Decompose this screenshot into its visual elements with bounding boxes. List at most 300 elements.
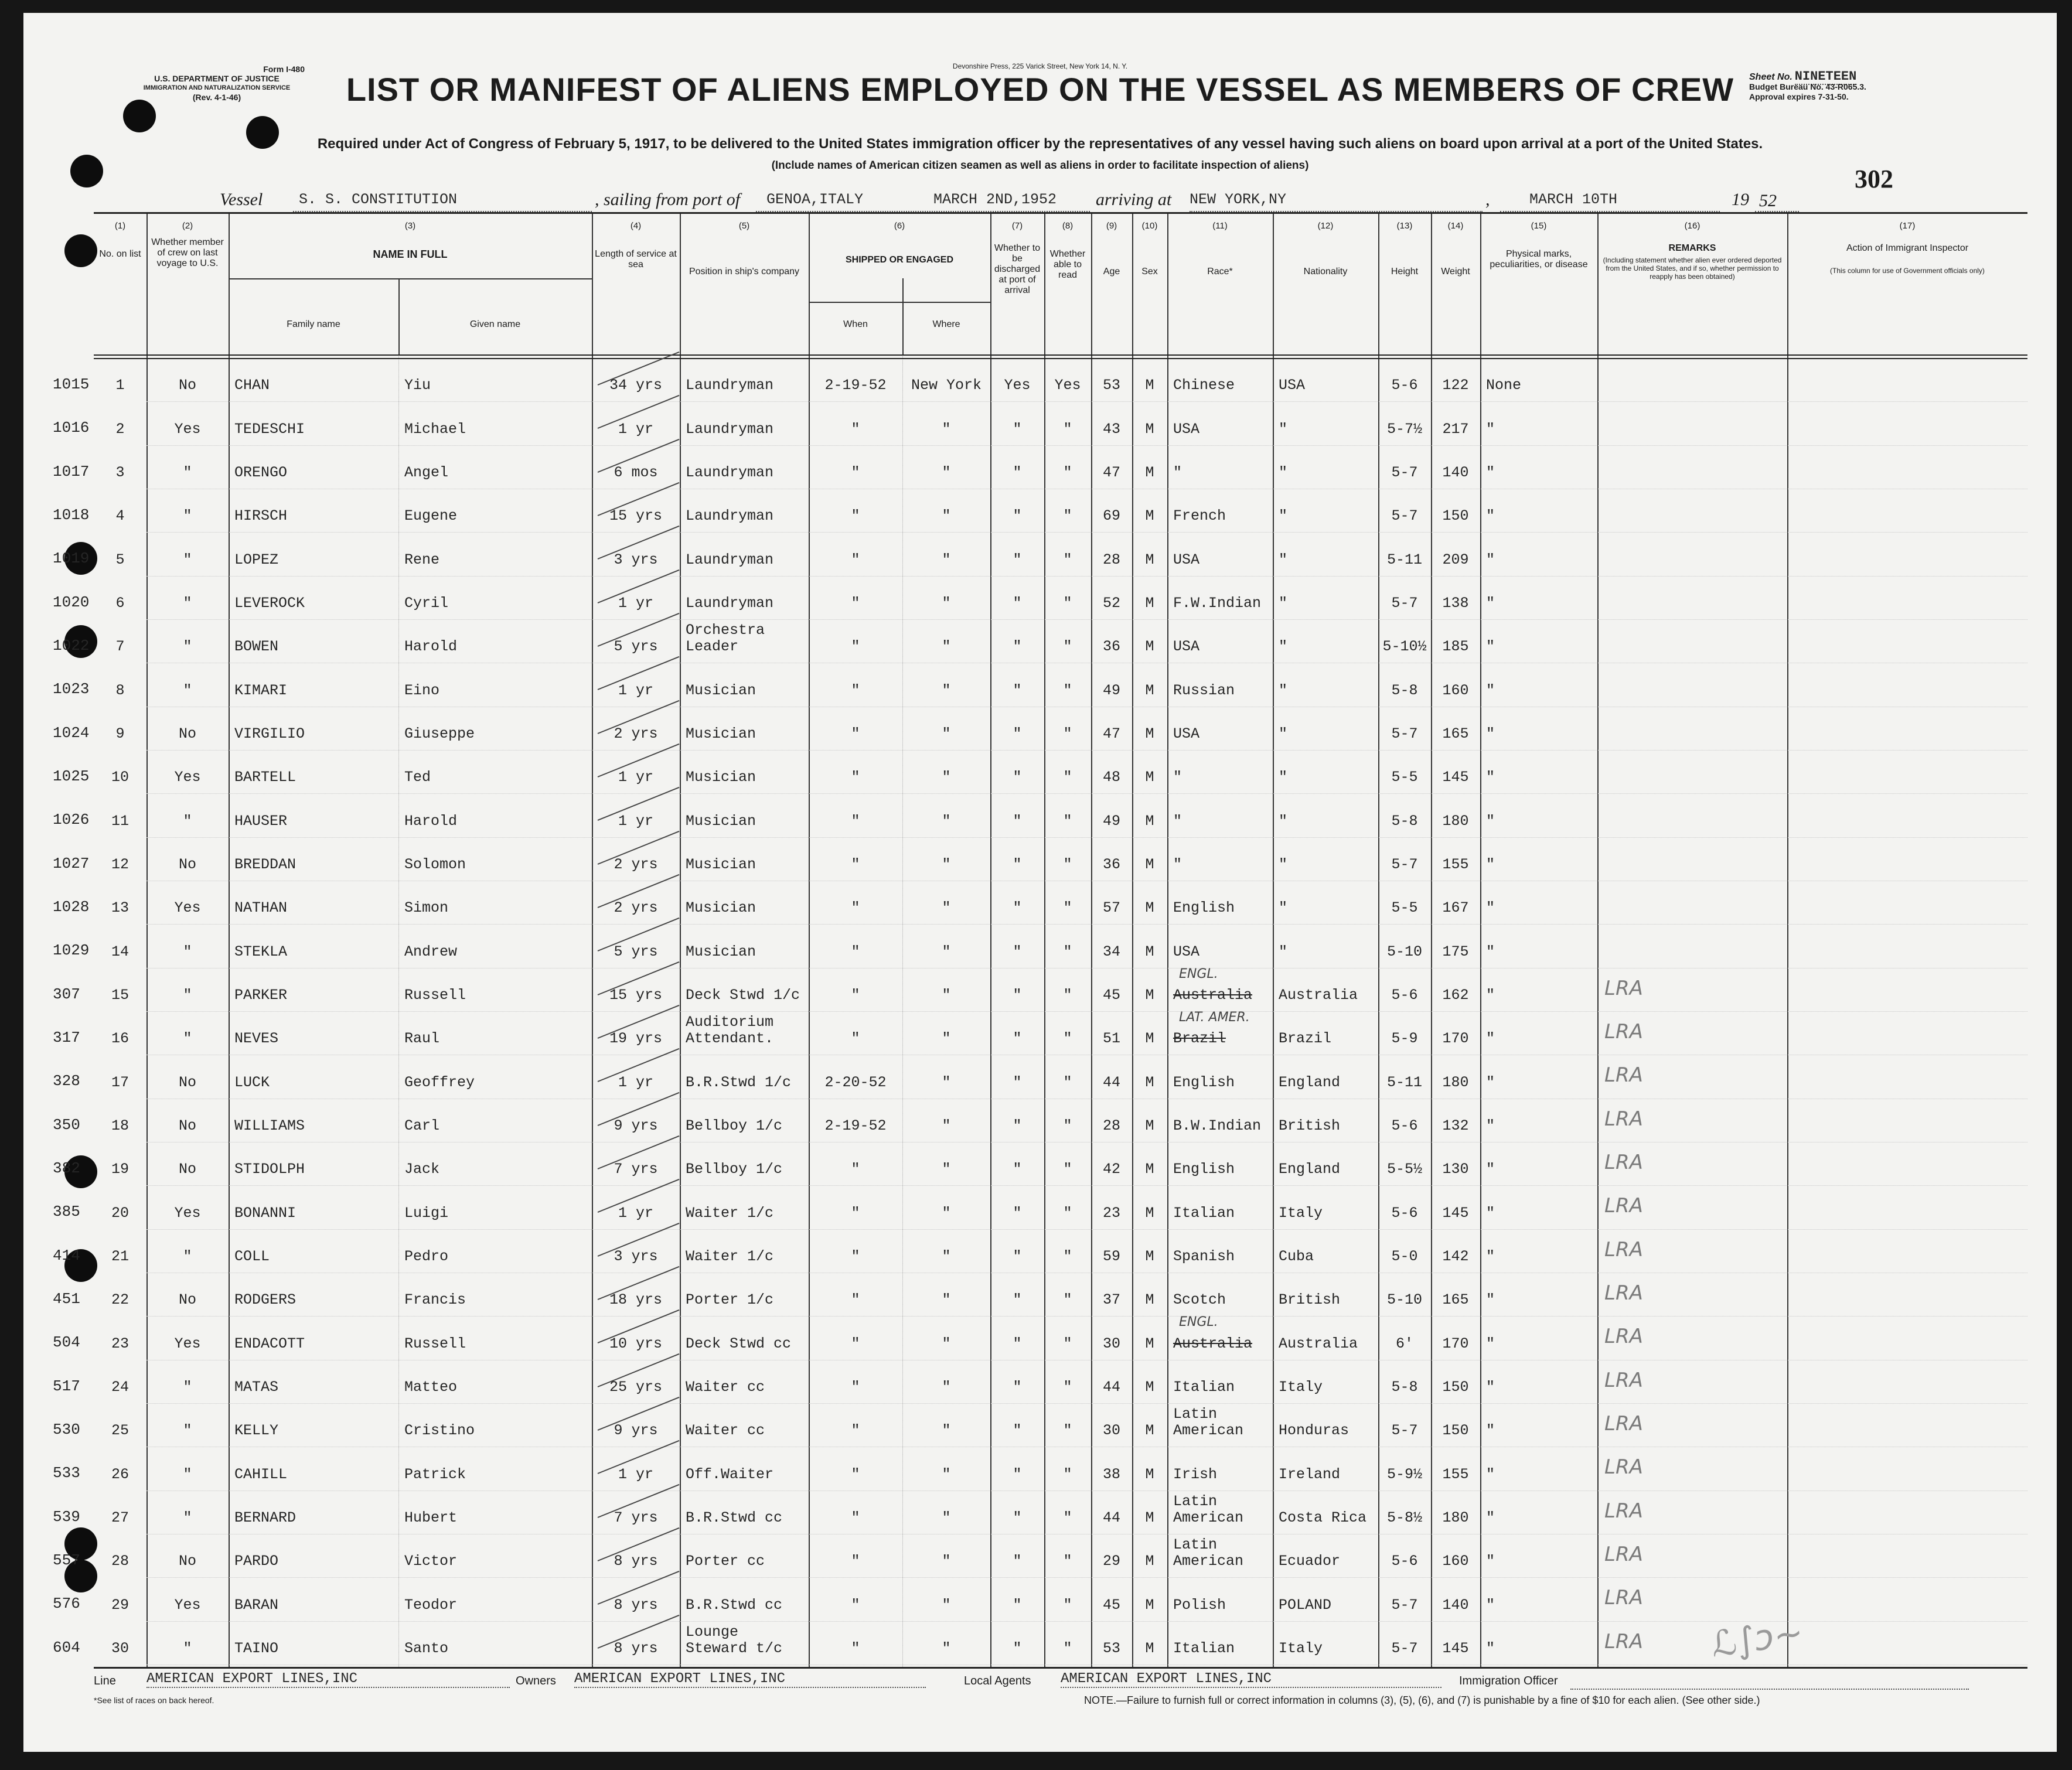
height-cell: 5-10½ [1382,638,1427,656]
given-cell: Raul [404,1030,440,1048]
crew-cell: Yes [174,1335,201,1352]
disch-cell: " [1013,681,1022,699]
height-cell: 5-0 [1391,1247,1418,1265]
manifest-page [23,13,2057,1752]
remarks-cell: LRA [1604,1063,1643,1087]
remarks-cell: LRA [1604,1325,1643,1349]
read-cell: " [1063,681,1072,699]
disch-cell: " [1013,1378,1022,1396]
service-cell: 34 yrs [609,377,662,394]
given-cell: Angel [404,463,449,481]
sex-cell: M [1145,463,1154,481]
given-cell: Giuseppe [404,725,475,742]
column-number: (15) [1531,221,1547,231]
table-row [53,534,2027,578]
read-cell: " [1063,812,1072,830]
no-cell: 30 [111,1639,129,1657]
given-cell: Cristino [404,1422,475,1440]
where-cell: " [942,1639,951,1657]
disch-cell: " [1013,1465,1022,1483]
row-ref-number: 1023 [53,680,90,698]
sex-cell: M [1145,377,1154,394]
weight-cell: 140 [1442,463,1469,481]
weight-cell: 132 [1442,1117,1469,1134]
age-cell: 44 [1102,1509,1120,1526]
weight-cell: 150 [1442,507,1469,525]
nat-cell: " [1279,463,1288,481]
race-cell: Polish [1173,1596,1226,1614]
when-cell: " [851,1596,860,1614]
crew-cell: No [178,1161,196,1178]
row-baseline [146,750,2027,751]
marks-cell: " [1486,812,1495,830]
read-cell: " [1063,1639,1072,1657]
read-cell: " [1063,899,1072,917]
when-cell: " [851,1553,860,1570]
nat-cell: " [1279,638,1288,656]
height-cell: 5-6 [1391,986,1418,1004]
service-cell: 19 yrs [609,1030,662,1048]
weight-cell: 180 [1442,812,1469,830]
remarks-cell: LRA [1604,1151,1643,1175]
race-cell: English [1173,1161,1235,1178]
given-cell: Hubert [404,1509,458,1526]
column-number: (9) [1106,221,1117,231]
agents-value: AMERICAN EXPORT LINES,INC [1061,1671,1441,1688]
nat-cell: " [1279,943,1288,960]
row-baseline [146,1577,2027,1578]
given-cell: Pedro [404,1247,449,1265]
table-row [53,752,2027,796]
table-row [53,1449,2027,1492]
header-remarks: REMARKS [1668,243,1716,253]
given-cell: Luigi [404,1204,449,1222]
row-baseline [146,1316,2027,1317]
no-cell: 6 [115,594,125,612]
sex-cell: M [1145,812,1154,830]
header-discharged: Whether to be discharged at port of arrival [994,243,1041,295]
read-cell: " [1063,855,1072,873]
row-baseline [146,924,2027,925]
nat-cell: Italy [1279,1639,1323,1657]
where-cell: " [942,594,951,612]
no-cell: 2 [115,420,125,438]
remarks-cell: LRA [1604,1455,1643,1479]
officer-label: Immigration Officer [1459,1674,1558,1687]
position-cell: Waiter 1/c [686,1204,774,1222]
family-cell: CHAN [234,377,270,394]
column-number: (7) [1011,221,1023,231]
read-cell: " [1063,1465,1072,1483]
marks-cell: " [1486,1030,1495,1048]
disch-cell: " [1013,943,1022,960]
where-cell: " [942,899,951,917]
race-cell: " [1173,769,1182,786]
disch-cell: " [1013,812,1022,830]
position-cell: Musician [686,769,756,786]
when-cell: " [851,638,860,656]
crew-cell: " [183,551,192,568]
read-cell: " [1063,943,1072,960]
no-cell: 29 [111,1596,129,1614]
crew-cell: Yes [174,899,201,917]
height-cell: 5-10 [1386,1291,1422,1309]
column-number: (3) [404,221,416,231]
sex-cell: M [1145,1073,1154,1091]
nat-cell: Cuba [1279,1247,1314,1265]
disch-cell: " [1013,769,1022,786]
row-ref-number: 350 [53,1116,80,1134]
year: 52 [1759,191,1777,210]
when-cell: " [851,1291,860,1309]
where-cell: " [942,855,951,873]
family-cell: BARTELL [234,769,297,786]
height-cell: 5-11 [1386,551,1422,568]
read-cell: " [1063,1422,1072,1440]
no-cell: 11 [111,812,129,830]
marks-cell: " [1486,943,1495,960]
position-cell: Laundryman [686,463,774,481]
crew-cell: Yes [174,1204,201,1222]
race-cell: " [1173,463,1182,481]
crew-cell: No [178,1553,196,1570]
crew-cell: " [183,1639,192,1657]
arrival-port: NEW YORK,NY [1190,191,1287,208]
race-cell: USA [1173,943,1200,960]
when-cell: " [851,681,860,699]
disch-cell: " [1013,1596,1022,1614]
no-cell: 10 [111,769,129,786]
nat-cell: " [1279,899,1288,917]
row-ref-number: 1017 [53,462,90,480]
age-cell: 53 [1102,377,1120,394]
race-cell: English [1173,1073,1235,1091]
crew-cell: " [183,681,192,699]
given-cell: Yiu [404,377,431,394]
weight-cell: 145 [1442,769,1469,786]
race-cell: Italian [1173,1378,1235,1396]
when-cell: " [851,943,860,960]
sex-cell: M [1145,507,1154,525]
approval-expiry: Approval expires 7-31-50. [1749,92,1849,101]
where-cell: " [942,725,951,742]
sex-cell: M [1145,1161,1154,1178]
marks-cell: " [1486,725,1495,742]
age-cell: 30 [1102,1422,1120,1440]
header-race: Race* [1207,267,1233,277]
disch-cell: " [1013,1117,1022,1134]
table-row [53,1188,2027,1231]
race-cell: Italian [1173,1204,1235,1222]
position-cell: Porter cc [686,1553,765,1570]
table-row [53,1493,2027,1536]
disch-cell: " [1013,1509,1022,1526]
age-cell: 42 [1102,1161,1120,1178]
service-cell: 8 yrs [614,1553,658,1570]
races-note: *See list of races on back hereof. [94,1696,214,1705]
sex-cell: M [1145,420,1154,438]
page-subtitle-note: (Include names of American citizen seamen as well as aliens in order to facilitate inspection of aliens) [771,159,1309,172]
no-cell: 8 [115,681,125,699]
marks-cell: " [1486,986,1495,1004]
race-cell: USA [1173,551,1200,568]
nat-cell: British [1279,1117,1341,1134]
crew-cell: " [183,594,192,612]
marks-cell: " [1486,1291,1495,1309]
sex-cell: M [1145,1030,1154,1048]
where-cell: " [942,551,951,568]
table-row [53,883,2027,926]
service-cell: 7 yrs [614,1509,658,1526]
disch-cell: " [1013,986,1022,1004]
header-when: When [843,319,868,329]
weight-cell: 165 [1442,1291,1469,1309]
position-cell: Musician [686,943,756,960]
age-cell: 47 [1102,725,1120,742]
no-cell: 17 [111,1073,129,1091]
height-cell: 5-7 [1391,1596,1418,1614]
no-cell: 26 [111,1465,129,1483]
height-cell: 5-6 [1391,1117,1418,1134]
age-cell: 34 [1102,943,1120,960]
read-cell: " [1063,986,1072,1004]
race-cell: Spanish [1173,1247,1235,1265]
header-nationality: Nationality [1303,267,1348,277]
when-cell: 2-19-52 [824,1117,887,1134]
position-cell: Bellboy 1/c [686,1161,783,1178]
disch-cell: " [1013,1291,1022,1309]
departure-date: MARCH 2ND,1952 [933,191,1057,208]
table-row [53,578,2027,622]
when-cell: " [851,1335,860,1352]
line-label: Line [94,1674,116,1687]
position-cell: Laundryman [686,377,774,394]
vessel-label: Vessel [220,190,263,209]
position-cell: Waiter cc [686,1378,765,1396]
read-cell: " [1063,725,1072,742]
crew-cell: No [178,1117,196,1134]
position-cell: Musician [686,681,756,699]
height-cell: 5-7 [1391,1639,1418,1657]
service-cell: 8 yrs [614,1639,658,1657]
service-cell: 7 yrs [614,1161,658,1178]
read-cell: " [1063,507,1072,525]
remarks-cell: LRA [1604,1543,1643,1567]
weight-cell: 130 [1442,1161,1469,1178]
sailing-label: , sailing from port of [595,190,741,209]
race-cell: Australia [1173,1335,1253,1352]
arrival-date: MARCH 10TH [1529,191,1618,208]
where-cell: " [942,1117,951,1134]
weight-cell: 180 [1442,1073,1469,1091]
height-cell: 5-7 [1391,594,1418,612]
service-cell: 5 yrs [614,943,658,960]
age-cell: 45 [1102,1596,1120,1614]
given-cell: Geoffrey [404,1073,475,1091]
age-cell: 53 [1102,1639,1120,1657]
where-cell: " [942,1291,951,1309]
race-cell: Brazil [1173,1030,1226,1048]
row-baseline [146,837,2027,838]
service-cell: 1 yr [618,1465,653,1483]
service-cell: 10 yrs [609,1335,662,1352]
where-cell: " [942,1161,951,1178]
sheet-number: NINETEEN [1794,69,1857,84]
height-cell: 5-11 [1386,1073,1422,1091]
family-cell: BONANNI [234,1204,297,1222]
printer-line: Devonshire Press, 225 Varick Street, New York 14, N. Y. [952,62,1128,70]
position-cell: Lounge Steward t/c [686,1624,783,1658]
marks-cell: " [1486,1509,1495,1526]
budget-bureau: Budget Bureau No. 43-R065.3. [1749,82,1866,91]
race-cell: Chinese [1173,377,1235,394]
age-cell: 29 [1102,1553,1120,1570]
service: IMMIGRATION AND NATURALIZATION SERVICE [143,84,291,91]
disch-cell: " [1013,551,1022,568]
given-cell: Michael [404,420,466,438]
row-baseline [146,793,2027,794]
weight-cell: 145 [1442,1639,1469,1657]
where-cell: " [942,420,951,438]
family-cell: VIRGILIO [234,725,305,742]
age-cell: 36 [1102,638,1120,656]
where-cell: " [942,769,951,786]
race-cell: English [1173,899,1235,917]
read-cell: " [1063,1247,1072,1265]
line-value: AMERICAN EXPORT LINES,INC [146,1671,510,1688]
race-cell: French [1173,507,1226,525]
row-ref-number: 1024 [53,724,90,742]
header-inspector-sub: (This column for use of Government officials only) [1830,267,1985,275]
weight-cell: 138 [1442,594,1469,612]
sex-cell: M [1145,1422,1154,1440]
disch-cell: " [1013,1204,1022,1222]
page-title: LIST OR MANIFEST OF ALIENS EMPLOYED ON THE VESSEL AS MEMBERS OF CREW [346,71,1734,108]
header-remarks-sub: (Including statement whether alien ever ordered deported from the United States, and if so, whether permission to reapply has been obtained) [1603,256,1782,281]
read-cell: " [1063,551,1072,568]
family-cell: BARAN [234,1596,279,1614]
row-ref-number: 1029 [53,942,90,960]
marks-cell: " [1486,463,1495,481]
no-cell: 14 [111,943,129,960]
nat-cell: POLAND [1279,1596,1332,1614]
marks-cell: " [1486,1553,1495,1570]
position-cell: Waiter cc [686,1422,765,1440]
page-subtitle: Required under Act of Congress of February 5, 1917, to be delivered to the United States immigration officer by the representatives of any vessel having such aliens on board upon arrival at a port of the United States. [317,136,1763,152]
family-cell: ENDACOTT [234,1335,305,1352]
marks-cell: " [1486,1335,1495,1352]
read-cell: " [1063,769,1072,786]
disch-cell: " [1013,1161,1022,1178]
height-cell: 5-7 [1391,507,1418,525]
table-row [53,1536,2027,1580]
nat-cell: Costa Rica [1279,1509,1367,1526]
where-cell: " [942,1030,951,1048]
row-ref-number: 1015 [53,376,90,394]
position-cell: Musician [686,899,756,917]
nat-cell: " [1279,681,1288,699]
when-cell: " [851,769,860,786]
disch-cell: " [1013,594,1022,612]
disch-cell: " [1013,1639,1022,1657]
row-baseline [146,619,2027,620]
where-cell: " [942,1204,951,1222]
table-row [53,926,2027,970]
sex-cell: M [1145,943,1154,960]
no-cell: 15 [111,986,129,1004]
weight-cell: 170 [1442,1335,1469,1352]
crew-cell: " [183,638,192,656]
sex-cell: M [1145,1204,1154,1222]
row-ref-number: 1022 [53,637,90,655]
fine-note: NOTE.—Failure to furnish full or correct information in columns (3), (5), (6), and (7) is punishable by a fine of $10 for each alien. (See other side.) [1084,1694,1760,1706]
height-cell: 5-6 [1391,1204,1418,1222]
row-baseline [146,532,2027,533]
marks-cell: None [1486,377,1522,394]
race-cell: USA [1173,420,1200,438]
race-cell: F.W.Indian [1173,594,1262,612]
sex-cell: M [1145,1509,1154,1526]
nat-cell: Australia [1279,986,1358,1004]
age-cell: 57 [1102,899,1120,917]
no-cell: 7 [115,638,125,656]
position-cell: B.R.Stwd cc [686,1596,783,1614]
table-row [53,1362,2027,1406]
sex-cell: M [1145,1335,1154,1352]
position-cell: Waiter 1/c [686,1247,774,1265]
nat-cell: " [1279,769,1288,786]
when-cell: " [851,420,860,438]
disch-cell: " [1013,420,1022,438]
marks-cell: " [1486,1465,1495,1483]
when-cell: 2-20-52 [824,1073,887,1091]
table-row [53,448,2027,491]
sex-cell: M [1145,1247,1154,1265]
header-rule [94,354,2027,359]
race-cell: " [1173,855,1182,873]
header-position: Position in ship's company [689,267,800,277]
disch-cell: " [1013,1030,1022,1048]
no-cell: 28 [111,1553,129,1570]
position-cell: Laundryman [686,551,774,568]
crew-cell: " [183,1509,192,1526]
column-number: (11) [1212,221,1228,231]
crew-cell: " [183,986,192,1004]
weight-cell: 162 [1442,986,1469,1004]
when-cell: " [851,1204,860,1222]
service-cell: 9 yrs [614,1117,658,1134]
age-cell: 38 [1102,1465,1120,1483]
disch-cell: " [1013,463,1022,481]
no-cell: 24 [111,1378,129,1396]
header-height: Height [1391,267,1419,277]
table-row [53,622,2027,665]
subheader-rule [229,278,592,279]
age-cell: 49 [1102,681,1120,699]
position-cell: Laundryman [686,594,774,612]
when-cell: " [851,1247,860,1265]
given-cell: Victor [404,1553,458,1570]
service-cell: 1 yr [618,812,653,830]
family-cell: ORENGO [234,463,288,481]
weight-cell: 160 [1442,1553,1469,1570]
age-cell: 36 [1102,855,1120,873]
marks-cell: " [1486,899,1495,917]
race-cell: B.W.Indian [1173,1117,1262,1134]
sex-cell: M [1145,1117,1154,1134]
disch-cell: " [1013,1422,1022,1440]
disch-cell: " [1013,1553,1022,1570]
